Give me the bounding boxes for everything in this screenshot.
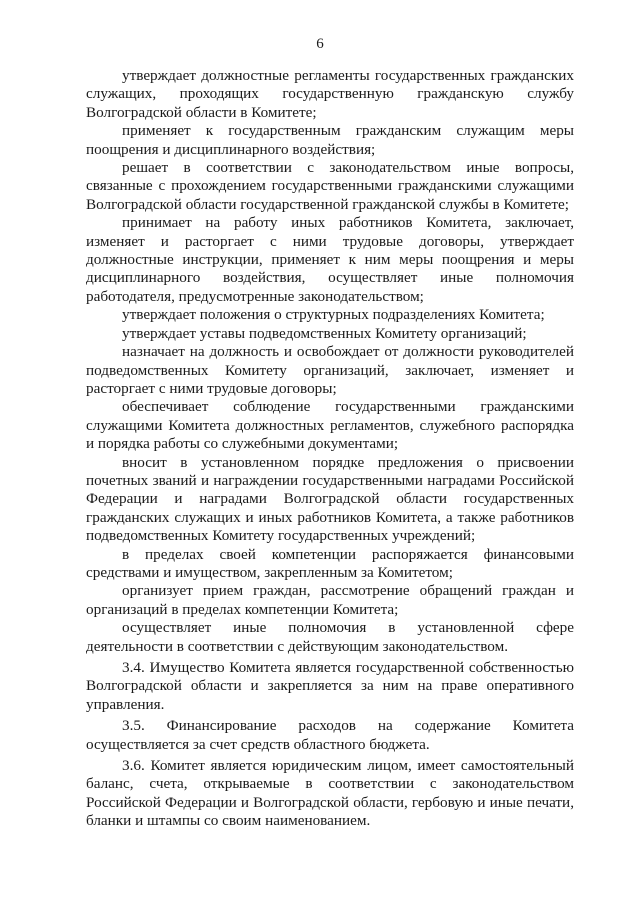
paragraph-resolve-questions: решает в соответствии с законодательством иные вопросы, связанные с прохождением государственными гражданскими служащими Волгоградской области государственной гражданской службы в Комитете; [86,159,574,213]
paragraph-section-3-5: 3.5. Финансирование расходов на содержание Комитета осуществляется за счет средств областного бюджета. [86,717,574,753]
paragraph-manage-finances: в пределах своей компетенции распоряжается финансовыми средствами и имуществом, закрепленным за Комитетом; [86,545,574,581]
paragraph-hire-employees: принимает на работу иных работников Комитета, заключает, изменяет и расторгает с ними трудовые договоры, утверждает должностные инструкции, применяет к ним меры поощрения и меры дисциплинарного воздействия, осуществляет иные полномочия работодателя, предусмотренные законодательством; [86,214,574,305]
paragraph-approve-charters: утверждает уставы подведомственных Комитету организаций; [122,324,527,342]
paragraph-submit-awards: вносит в установленном порядке предложения о присвоении почетных званий и награждении государственными наградами Российской Федерации и наградами Волгоградской области государственных гражданских служащих и иных работников Комитета, а также работников подведомственных Комитету государственных учреждений; [86,453,574,545]
paragraph-approve-divisions: утверждает положения о структурных подразделениях Комитета; [122,306,545,324]
paragraph-section-3-6: 3.6. Комитет является юридическим лицом, имеет самостоятельный баланс, счета, открываемые в соответствии с законодательством Российской Федерации и Волгоградской области, гербовую и иные печати, бланки и штампы со своим наименованием. [86,757,574,830]
paragraph-ensure-compliance: обеспечивает соблюдение государственными гражданскими служащими Комитета должностных регламентов, служебного распорядка и порядка работы со служебными документами; [86,398,574,453]
paragraph-section-3-4: 3.4. Имущество Комитета является государственной собственностью Волгоградской области и закрепляется за ним на праве оперативного управления. [86,659,574,713]
paragraph-other-powers: осуществляет иные полномочия в установленной сфере деятельности в соответствии с действующим законодательством. [86,619,574,655]
paragraph-appoint-heads: назначает на должность и освобождает от должности руководителей подведомственных Комитету организаций, заключает, изменяет и расторгает с ними трудовые договоры; [86,343,574,397]
page-number: 6 [316,36,324,52]
paragraph-receive-citizens: организует прием граждан, рассмотрение обращений граждан и организаций в пределах компетенции Комитета; [86,582,574,618]
paragraph-apply-measures: применяет к государственным гражданским служащим меры поощрения и дисциплинарного воздействия; [86,122,574,158]
paragraph-approve-regulations: утверждает должностные регламенты государственных гражданских служащих, проходящих государственную гражданскую службу Волгоградской области в Комитете; [86,67,574,121]
document-body [86,67,574,831]
